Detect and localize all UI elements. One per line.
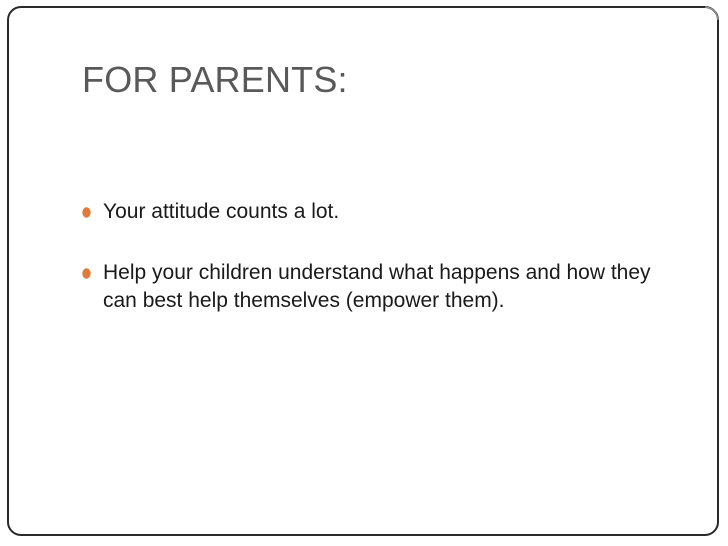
slide-title: FOR PARENTS: [82, 59, 348, 100]
bullet-item [80, 198, 690, 226]
bullet-list [80, 198, 690, 315]
bullet-icon [82, 268, 91, 279]
bullet-icon [82, 207, 91, 218]
bullet-item [80, 259, 690, 315]
bullet-text: Your attitude counts a lot. [103, 200, 340, 223]
corner-fold-icon [703, 6, 719, 22]
bullet-text: Help your children understand what happens and how they can best help themselves (empower them). [103, 261, 651, 312]
